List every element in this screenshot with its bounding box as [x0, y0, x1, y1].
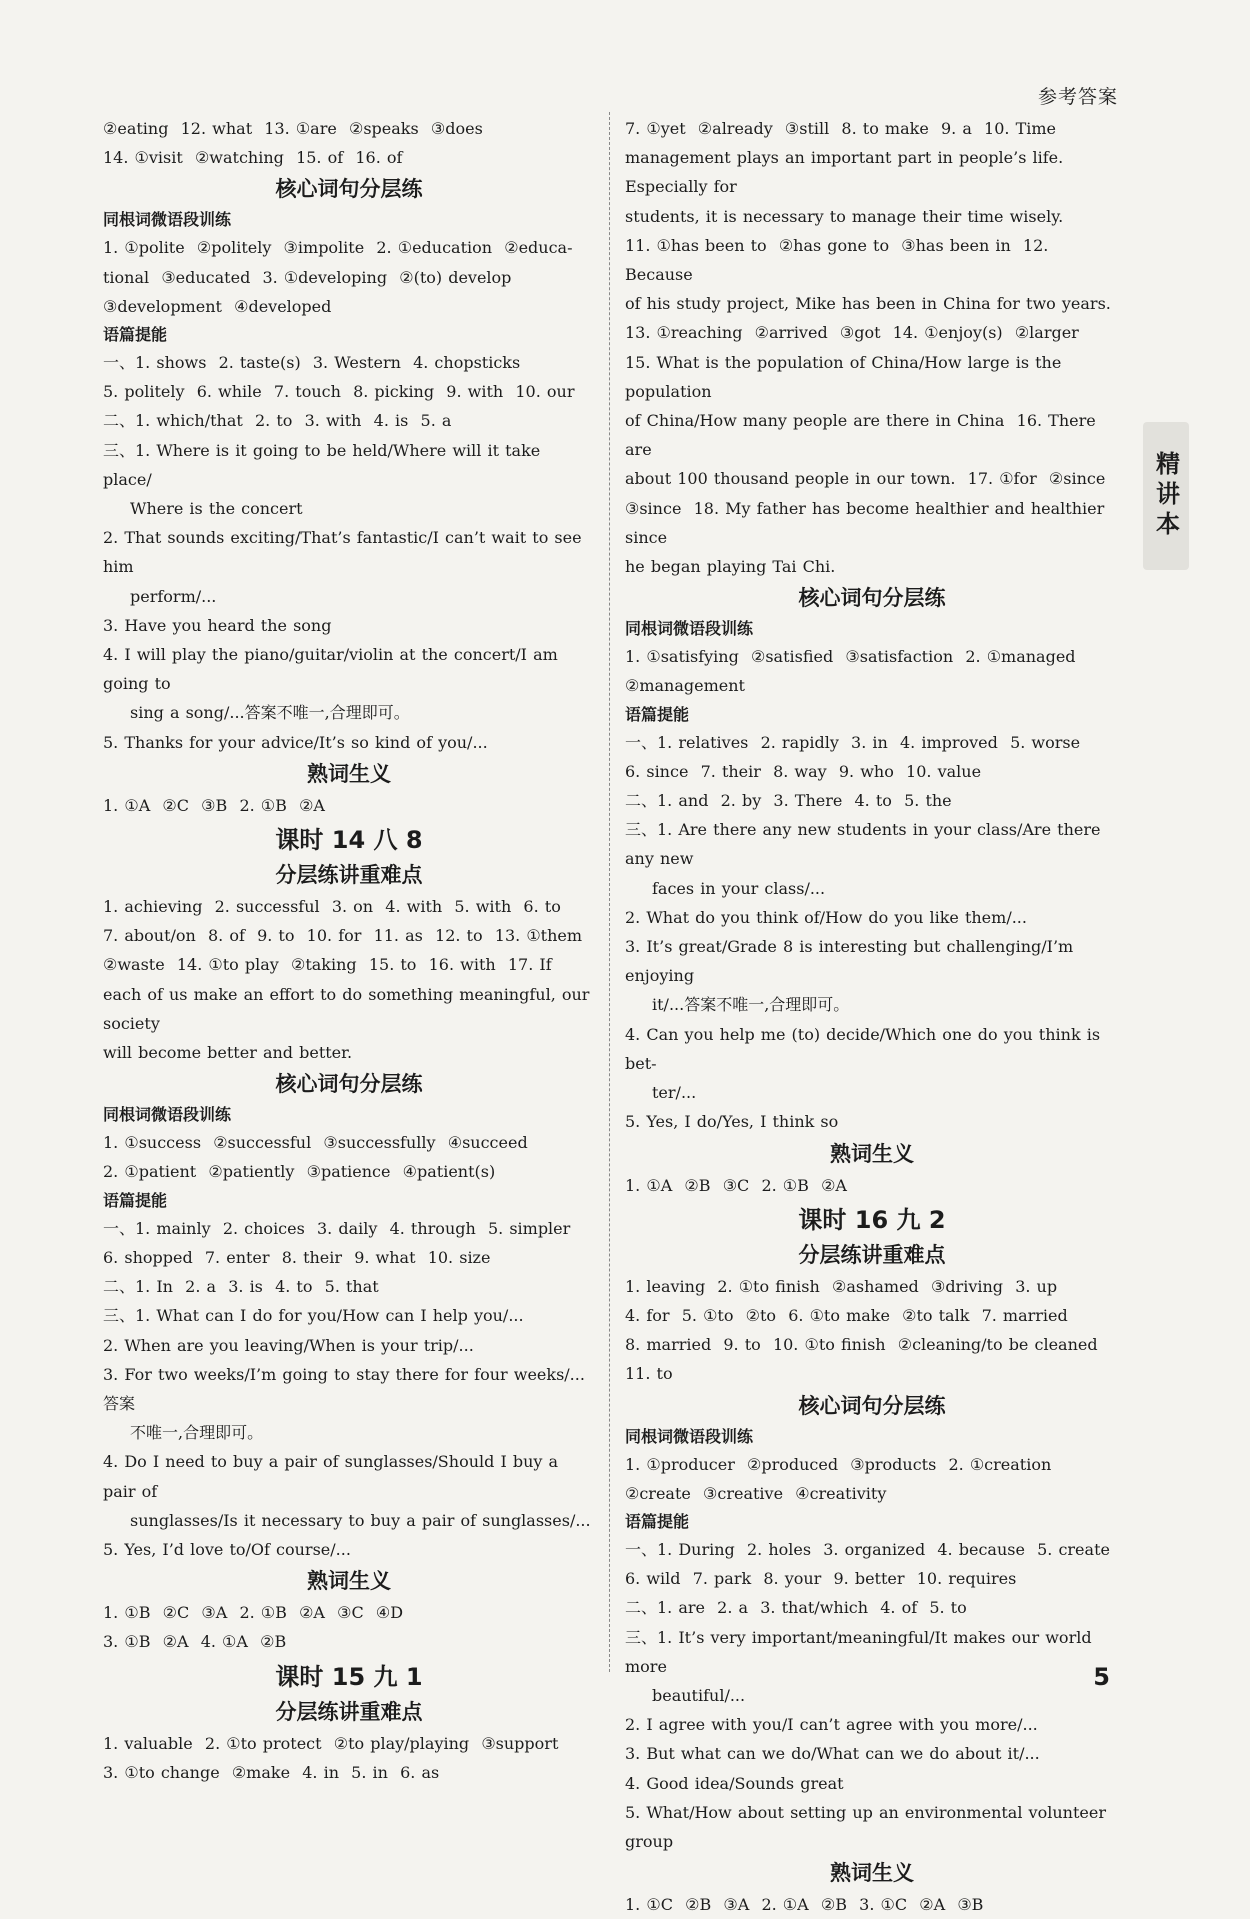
answer-line: ②create ③creative ④creativity	[625, 1483, 887, 1503]
column-divider	[609, 112, 610, 1672]
answer-line: 1. ①producer ②produced ③products 2. ①creation	[625, 1454, 1052, 1474]
answer-line: 1. achieving 2. successful 3. on 4. with 5. with 6. to	[103, 897, 561, 917]
subsection-title: 语篇提能	[103, 325, 168, 345]
section-title: 熟词生义	[307, 1569, 391, 1594]
answer-line: students, it is necessary to manage their time wisely.	[625, 206, 1064, 226]
answer-line: 1. ①A ②B ③C 2. ①B ②A	[625, 1175, 847, 1195]
answer-line: 4. Good idea/Sounds great	[625, 1773, 844, 1793]
answer-line: 6. wild 7. park 8. your 9. better 10. requires	[625, 1569, 1017, 1589]
answer-line: 二、1. which/that 2. to 3. with 4. is 5. a	[103, 411, 452, 431]
answer-line: 11. to	[625, 1364, 673, 1384]
answer-line: 11. ①has been to ②has gone to ③has been in 12. Because	[625, 235, 1055, 285]
answer-line: 7. ①yet ②already ③still 8. to make 9. a 10. Time	[625, 119, 1056, 138]
answer-line: 3. For two weeks/I’m going to stay there for four weeks/...答案	[103, 1364, 585, 1413]
answer-line: 1. ①success ②successful ③successfully ④succeed	[103, 1133, 528, 1153]
answer-line: about 100 thousand people in our town. 17. ①for ②since	[625, 469, 1106, 489]
answer-line: faces in your class/...	[652, 878, 826, 898]
answer-line: will become better and better.	[103, 1043, 353, 1063]
section-title: 分层练讲重难点	[798, 1242, 946, 1267]
answer-line: sing a song/...答案不唯一,合理即可。	[130, 703, 410, 723]
answer-line: 一、1. shows 2. taste(s) 3. Western 4. chopsticks	[103, 353, 521, 373]
answer-line: 二、1. and 2. by 3. There 4. to 5. the	[625, 791, 952, 811]
answer-line: perform/...	[130, 586, 217, 606]
section-title: 熟词生义	[830, 1861, 914, 1886]
answer-line: 1. valuable 2. ①to protect ②to play/playing ③support	[103, 1733, 559, 1753]
subsection-title: 同根词微语段训练	[103, 210, 232, 230]
subsection-title: 语篇提能	[625, 1511, 690, 1531]
answer-line: 三、1. It’s very important/meaningful/It makes our world more	[625, 1627, 1098, 1676]
answer-line: 4. for 5. ①to ②to 6. ①to make ②to talk 7. married	[625, 1305, 1068, 1325]
section-title: 核心词句分层练	[798, 586, 946, 611]
subsection-title: 同根词微语段训练	[103, 1105, 232, 1125]
answer-line: he began playing Tai Chi.	[625, 557, 836, 577]
answer-line: 2. When are you leaving/When is your trip/...	[103, 1335, 474, 1355]
answer-line: ②management	[625, 676, 745, 696]
answer-line: 一、1. relatives 2. rapidly 3. in 4. improved 5. worse	[625, 732, 1081, 752]
answer-line: 1. ①polite ②politely ③impolite 2. ①education ②educa-	[103, 238, 573, 258]
side-tab: 精讲本	[1143, 422, 1189, 570]
answer-line: 5. Thanks for your advice/It’s so kind of you/...	[103, 732, 488, 752]
answer-line: 6. shopped 7. enter 8. their 9. what 10. size	[103, 1247, 491, 1267]
section-title: 熟词生义	[307, 761, 391, 786]
answer-line: 2. What do you think of/How do you like them/...	[625, 907, 1027, 927]
answer-line: tional ③educated 3. ①developing ②(to) develop	[103, 267, 512, 287]
answer-line: 一、1. During 2. holes 3. organized 4. because 5. create	[625, 1539, 1110, 1559]
answer-line: 5. What/How about setting up an environmental volunteer group	[625, 1802, 1113, 1851]
section-title: 核心词句分层练	[275, 177, 423, 202]
answer-line: 二、1. are 2. a 3. that/which 4. of 5. to	[625, 1598, 967, 1618]
section-title: 分层练讲重难点	[275, 1699, 423, 1724]
subsection-title: 语篇提能	[103, 1190, 168, 1210]
answer-line: 3. It’s great/Grade 8 is interesting but challenging/I’m enjoying	[625, 937, 1080, 986]
lesson-title: 课时 16 九 2	[798, 1205, 946, 1234]
answer-line: 1. leaving 2. ①to finish ②ashamed ③driving 3. up	[625, 1276, 1058, 1296]
answer-line: 4. Do I need to buy a pair of sunglasses/Should I buy a pair of	[103, 1452, 565, 1501]
answer-line: 5. Yes, I do/Yes, I think so	[625, 1112, 839, 1132]
answer-line: 4. Can you help me (to) decide/Which one do you think is bet-	[625, 1024, 1107, 1073]
answer-line: each of us make an effort to do something meaningful, our society	[103, 984, 596, 1033]
answer-line: beautiful/...	[652, 1685, 746, 1705]
answer-line: 5. Yes, I’d love to/Of course/...	[103, 1539, 351, 1559]
answer-line: 2. ①patient ②patiently ③patience ④patient(s)	[103, 1162, 496, 1182]
answer-line: 3. Have you heard the song	[103, 615, 332, 635]
answer-line: 4. I will play the piano/guitar/violin at the concert/I am going to	[103, 645, 564, 694]
lesson-title: 课时 15 九 1	[275, 1662, 423, 1691]
answer-line: 三、1. Where is it going to be held/Where will it take place/	[103, 440, 547, 489]
lesson-title: 课时 14 八 8	[275, 826, 423, 855]
answer-line: it/...答案不唯一,合理即可。	[652, 995, 850, 1015]
answer-line: 3. ①to change ②make 4. in 5. in 6. as	[103, 1762, 440, 1782]
answer-line: 15. What is the population of China/How large is the population	[625, 352, 1068, 401]
page-number: 5	[1093, 1663, 1110, 1691]
answer-line: 13. ①reaching ②arrived ③got 14. ①enjoy(s) ②larger	[625, 323, 1079, 343]
answer-line: ter/...	[652, 1083, 697, 1103]
answer-line: 6. since 7. their 8. way 9. who 10. value	[625, 761, 982, 781]
answer-line: 二、1. In 2. a 3. is 4. to 5. that	[103, 1277, 379, 1297]
subsection-title: 同根词微语段训练	[625, 1426, 754, 1446]
section-title: 核心词句分层练	[275, 1072, 423, 1097]
answer-line: 2. I agree with you/I can’t agree with you more/...	[625, 1715, 1038, 1735]
right-column	[625, 114, 1119, 1919]
answer-line: sunglasses/Is it necessary to buy a pair of sunglasses/...	[130, 1510, 591, 1530]
answer-line: ③development ④developed	[103, 296, 332, 316]
answer-line: of China/How many people are there in China 16. There are	[625, 411, 1102, 460]
section-title: 分层练讲重难点	[275, 863, 423, 888]
answer-line: 三、1. Are there any new students in your class/Are there any new	[625, 820, 1107, 869]
answer-line: 5. politely 6. while 7. touch 8. picking 9. with 10. our	[103, 382, 575, 402]
answer-line: ②waste 14. ①to play ②taking 15. to 16. with 17. If	[103, 955, 552, 975]
answer-line: 2. That sounds exciting/That’s fantastic/I can’t wait to see him	[103, 528, 588, 577]
answer-line: 一、1. mainly 2. choices 3. daily 4. through 5. simpler	[103, 1218, 571, 1238]
subsection-title: 同根词微语段训练	[625, 619, 754, 639]
answer-line: ②eating 12. what 13. ①are ②speaks ③does	[103, 119, 483, 138]
answer-line: 1. ①C ②B ③A 2. ①A ②B 3. ①C ②A ③B	[625, 1895, 984, 1915]
answer-line: management plays an important part in people’s life. Especially for	[625, 148, 1070, 197]
answer-line: 8. married 9. to 10. ①to finish ②cleaning/to be cleaned	[625, 1335, 1098, 1355]
section-title: 核心词句分层练	[798, 1393, 946, 1418]
answer-line: 3. ①B ②A 4. ①A ②B	[103, 1632, 287, 1652]
answer-line: 三、1. What can I do for you/How can I help you/...	[103, 1306, 524, 1326]
answer-line: 3. But what can we do/What can we do about it/...	[625, 1744, 1040, 1764]
answer-line: 1. ①A ②C ③B 2. ①B ②A	[103, 795, 325, 815]
page-header-title: 参考答案	[1037, 86, 1118, 108]
answer-line: ③since 18. My father has become healthier and healthier since	[625, 498, 1111, 547]
answer-line: of his study project, Mike has been in China for two years.	[625, 294, 1111, 314]
answer-line: 14. ①visit ②watching 15. of 16. of	[103, 148, 403, 168]
answer-line: 1. ①satisfying ②satisfied ③satisfaction 2. ①managed	[625, 647, 1076, 667]
answer-line: Where is the concert	[130, 499, 303, 519]
subsection-title: 语篇提能	[625, 704, 690, 724]
answer-line: 1. ①B ②C ③A 2. ①B ②A ③C ④D	[103, 1603, 404, 1623]
section-title: 熟词生义	[830, 1141, 914, 1166]
answer-line: 不唯一,合理即可。	[130, 1423, 264, 1443]
left-column	[103, 114, 595, 1787]
answer-line: 7. about/on 8. of 9. to 10. for 11. as 12. to 13. ①them	[103, 926, 583, 946]
